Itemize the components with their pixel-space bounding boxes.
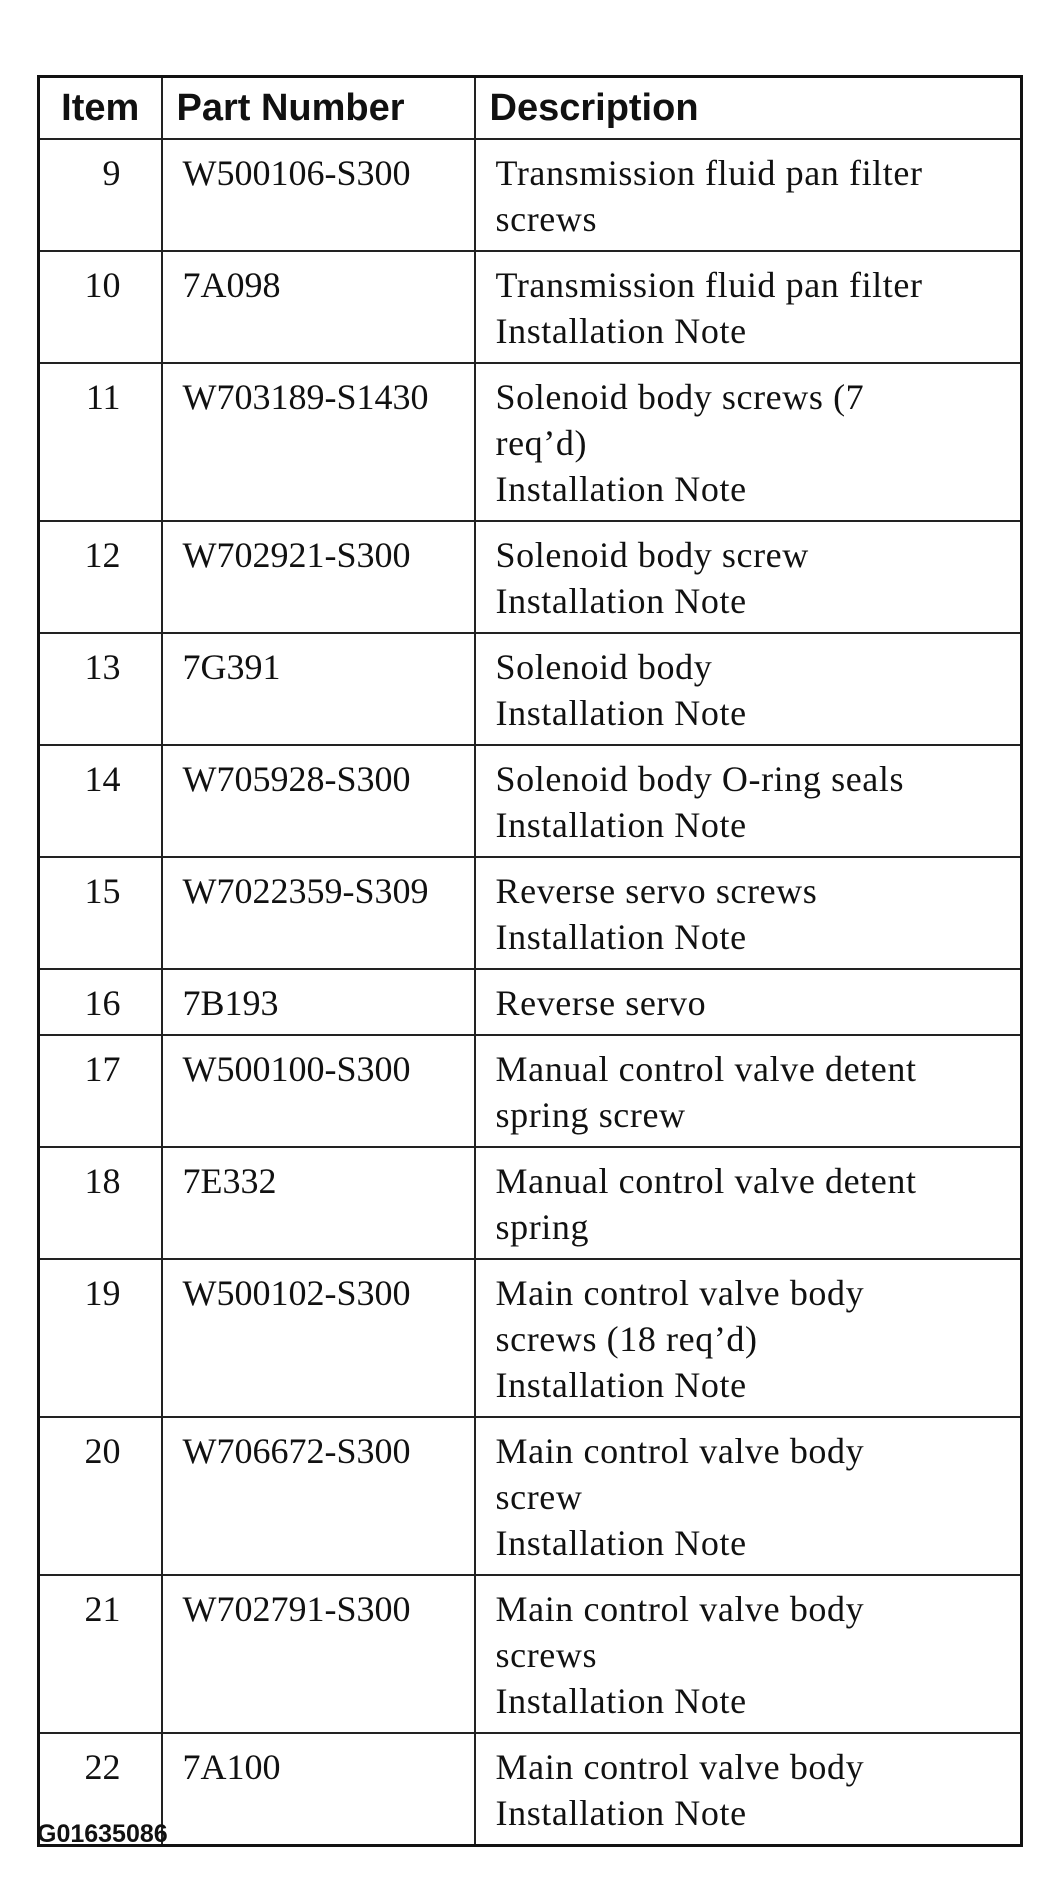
cell-description xyxy=(475,1035,1022,1147)
column-header-description: Description xyxy=(475,77,1022,140)
cell-item-number: 18 xyxy=(39,1147,162,1259)
table-row xyxy=(39,521,1022,633)
description-line: Transmission fluid pan filter xyxy=(495,265,923,305)
cell-part-number: W705928-S300 xyxy=(162,745,475,857)
cell-item-number: 16 xyxy=(39,969,162,1035)
cell-item-number: 12 xyxy=(39,521,162,633)
cell-description xyxy=(475,633,1022,745)
table-row xyxy=(39,1417,1022,1575)
cell-description xyxy=(475,139,1022,251)
cell-description xyxy=(475,969,1022,1035)
table-body xyxy=(39,139,1022,1846)
description-line: Solenoid body screw xyxy=(495,535,809,575)
cell-description xyxy=(475,857,1022,969)
description-line: Reverse servo screws xyxy=(495,871,818,911)
cell-item-number: 15 xyxy=(39,857,162,969)
cell-item-number: 20 xyxy=(39,1417,162,1575)
table-row xyxy=(39,1733,1022,1846)
description-line: Main control valve body xyxy=(495,1273,865,1313)
table-row xyxy=(39,857,1022,969)
description-line: Main control valve body xyxy=(495,1431,865,1471)
description-line: Installation Note xyxy=(495,581,747,621)
cell-part-number: W500106-S300 xyxy=(162,139,475,251)
cell-part-number: W500100-S300 xyxy=(162,1035,475,1147)
parts-table xyxy=(37,75,1023,1847)
cell-item-number: 9 xyxy=(39,139,162,251)
table-row xyxy=(39,1259,1022,1417)
description-line: screws (18 req’d) xyxy=(495,1319,758,1359)
cell-description xyxy=(475,1417,1022,1575)
cell-part-number: W500102-S300 xyxy=(162,1259,475,1417)
cell-part-number: W7022359-S309 xyxy=(162,857,475,969)
cell-part-number: W702921-S300 xyxy=(162,521,475,633)
cell-description xyxy=(475,1147,1022,1259)
description-line: Transmission fluid pan filter xyxy=(495,153,923,193)
table-header-row xyxy=(39,77,1022,140)
description-line: Main control valve body xyxy=(495,1747,865,1787)
cell-part-number: W703189-S1430 xyxy=(162,363,475,521)
cell-description xyxy=(475,1575,1022,1733)
cell-description xyxy=(475,1733,1022,1846)
cell-item-number: 10 xyxy=(39,251,162,363)
description-line: screws xyxy=(495,1635,598,1675)
cell-item-number: 17 xyxy=(39,1035,162,1147)
description-line: Solenoid body xyxy=(495,647,713,687)
cell-part-number: 7A098 xyxy=(162,251,475,363)
cell-part-number: W706672-S300 xyxy=(162,1417,475,1575)
table-row xyxy=(39,251,1022,363)
cell-item-number: 14 xyxy=(39,745,162,857)
description-line: Installation Note xyxy=(495,469,747,509)
table-row xyxy=(39,633,1022,745)
description-line: Manual control valve detent xyxy=(495,1161,917,1201)
cell-part-number: W702791-S300 xyxy=(162,1575,475,1733)
cell-item-number: 13 xyxy=(39,633,162,745)
figure-id: G01635086 xyxy=(37,1820,168,1848)
description-line: Manual control valve detent xyxy=(495,1049,917,1089)
description-line: Installation Note xyxy=(495,1365,747,1405)
cell-part-number: 7E332 xyxy=(162,1147,475,1259)
table-row xyxy=(39,1035,1022,1147)
description-line: Installation Note xyxy=(495,805,747,845)
description-line: Main control valve body xyxy=(495,1589,865,1629)
description-line: Installation Note xyxy=(495,311,747,351)
table-row xyxy=(39,745,1022,857)
cell-item-number: 11 xyxy=(39,363,162,521)
description-line: spring screw xyxy=(495,1095,686,1135)
description-line: Installation Note xyxy=(495,693,747,733)
cell-description xyxy=(475,363,1022,521)
description-line: Installation Note xyxy=(495,1793,747,1833)
table-row xyxy=(39,1147,1022,1259)
column-header-item: Item xyxy=(39,77,162,140)
cell-item-number: 19 xyxy=(39,1259,162,1417)
description-line: Reverse servo xyxy=(495,983,707,1023)
cell-part-number: 7A100 xyxy=(162,1733,475,1846)
cell-item-number: 21 xyxy=(39,1575,162,1733)
table-row xyxy=(39,139,1022,251)
table-row xyxy=(39,1575,1022,1733)
description-line: screw xyxy=(495,1477,583,1517)
column-header-part-number: Part Number xyxy=(162,77,475,140)
description-line: screws xyxy=(495,199,598,239)
cell-description xyxy=(475,251,1022,363)
description-line: Installation Note xyxy=(495,1523,747,1563)
description-line: req’d) xyxy=(495,423,588,463)
description-line: Solenoid body screws (7 xyxy=(495,377,865,417)
description-line: spring xyxy=(495,1207,590,1247)
cell-part-number: 7G391 xyxy=(162,633,475,745)
cell-description xyxy=(475,745,1022,857)
table-row xyxy=(39,969,1022,1035)
cell-description xyxy=(475,1259,1022,1417)
description-line: Installation Note xyxy=(495,917,747,957)
cell-part-number: 7B193 xyxy=(162,969,475,1035)
description-line: Solenoid body O-ring seals xyxy=(495,759,905,799)
description-line: Installation Note xyxy=(495,1681,747,1721)
cell-description xyxy=(475,521,1022,633)
cell-item-number: 22 xyxy=(39,1733,162,1846)
table-row xyxy=(39,363,1022,521)
